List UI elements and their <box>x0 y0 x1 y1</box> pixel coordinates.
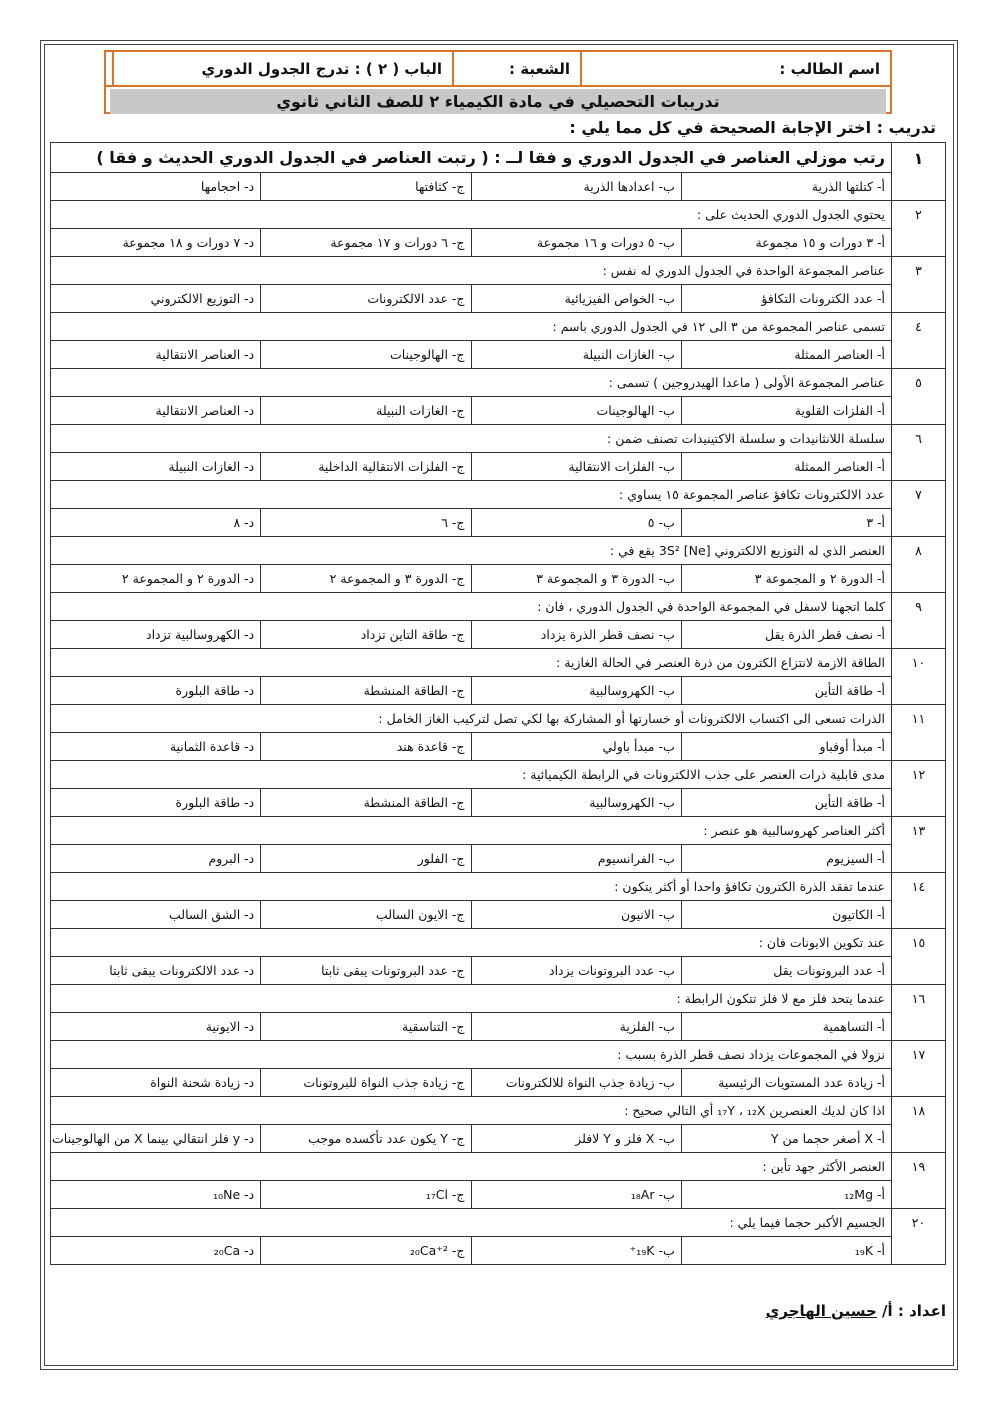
chapter-label: الباب ( ٢ ) : تدرج الجدول الدوري <box>201 59 442 78</box>
answer-option-b[interactable]: ب- زيادة جذب النواة للالكترونات <box>471 1069 681 1097</box>
question-stem-row <box>51 985 946 1013</box>
question-stem-row <box>51 425 946 453</box>
question-number: ٤ <box>892 313 946 369</box>
answer-option-b[interactable]: ب- مبدأ باولي <box>471 733 681 761</box>
answer-option-c[interactable]: ج- الفلزات الانتقالية الداخلية <box>261 453 471 481</box>
answer-option-c[interactable]: ج- عدد الالكترونات <box>261 285 471 313</box>
question-stem: نزولا في المجموعات يزداد نصف قطر الذرة بسبب : <box>51 1041 892 1069</box>
answer-option-b[interactable]: ب- الكهروسالبية <box>471 789 681 817</box>
question-number: ١٠ <box>892 649 946 705</box>
author-label: اعداد : أ/ <box>882 1302 946 1320</box>
answer-option-b[interactable]: ب- الكهروسالبية <box>471 677 681 705</box>
question-stem-row <box>51 705 946 733</box>
question-options-row <box>51 229 946 257</box>
answer-option-a[interactable]: أ- ₁₉K <box>681 1237 891 1265</box>
question-stem: عندما تفقد الذرة الكترون تكافؤ واحدا أو أكثر يتكون : <box>51 873 892 901</box>
instruction-text: تدريب : اختر الإجابة الصحيحة في كل مما يلي : <box>569 118 936 137</box>
question-stem: الذرات تسعى الى اكتساب الالكترونات أو خسارتها أو المشاركة بها لكي تصل لتركيب الغاز الخامل : <box>51 705 892 733</box>
answer-option-a[interactable]: أ- الفلزات القلوية <box>681 397 891 425</box>
question-options-row <box>51 397 946 425</box>
question-number: ١ <box>892 143 946 201</box>
question-stem-row <box>51 1153 946 1181</box>
question-number: ١٩ <box>892 1153 946 1209</box>
answer-option-c[interactable]: ج- قاعدة هند <box>261 733 471 761</box>
answer-option-b[interactable]: ب- الفلزية <box>471 1013 681 1041</box>
answer-option-a[interactable]: أ- مبدأ أوفباو <box>681 733 891 761</box>
section-field[interactable] <box>452 52 580 85</box>
question-stem: أكثر العناصر كهروسالبية هو عنصر : <box>51 817 892 845</box>
question-number: ١٢ <box>892 761 946 817</box>
answer-option-b[interactable]: ب- الهالوجينات <box>471 397 681 425</box>
question-stem: كلما اتجهنا لاسفل في المجموعة الواحدة في الجدول الدوري ، فان : <box>51 593 892 621</box>
question-number: ٨ <box>892 537 946 593</box>
answer-option-c[interactable]: ج- ٦ دورات و ١٧ مجموعة <box>261 229 471 257</box>
answer-option-a[interactable]: أ- زيادة عدد المستويات الرئيسية <box>681 1069 891 1097</box>
answer-option-d[interactable]: د- ٨ <box>51 509 261 537</box>
answer-option-b[interactable]: ب- الخواص الفيزيائية <box>471 285 681 313</box>
answer-option-d[interactable]: د- ₂₀Ca <box>51 1237 261 1265</box>
question-number: ١١ <box>892 705 946 761</box>
answer-option-d[interactable]: د- الايونية <box>51 1013 261 1041</box>
question-stem: عندما يتحد فلز مع لا فلز تتكون الرابطة : <box>51 985 892 1013</box>
student-name-label: اسم الطالب : <box>779 59 880 78</box>
answer-option-a[interactable]: أ- التساهمية <box>681 1013 891 1041</box>
answer-option-a[interactable]: أ- ٣ <box>681 509 891 537</box>
question-options-row <box>51 901 946 929</box>
answer-option-c[interactable]: ج- الايون السالب <box>261 901 471 929</box>
question-number: ١٧ <box>892 1041 946 1097</box>
question-stem-row <box>51 481 946 509</box>
answer-option-b[interactable]: ب- ₁₉K⁺ <box>471 1237 681 1265</box>
answer-option-a[interactable]: أ- طاقة التأين <box>681 677 891 705</box>
question-options-row <box>51 509 946 537</box>
question-stem: عند تكوين الايونات فان : <box>51 929 892 957</box>
question-stem-row <box>51 369 946 397</box>
answer-option-b[interactable]: ب- ٥ <box>471 509 681 537</box>
answer-option-a[interactable]: أ- طاقة التأين <box>681 789 891 817</box>
answer-option-d[interactable]: د- العناصر الانتقالية <box>51 341 261 369</box>
answer-option-a[interactable]: أ- ₁₂Mg <box>681 1181 891 1209</box>
answer-option-d[interactable]: د- زيادة شحنة النواة <box>51 1069 261 1097</box>
question-options-row <box>51 733 946 761</box>
question-number: ٥ <box>892 369 946 425</box>
question-stem-row <box>51 649 946 677</box>
chapter-title <box>112 52 452 85</box>
question-number: ١٣ <box>892 817 946 873</box>
question-options-row <box>51 845 946 873</box>
question-options-row <box>51 789 946 817</box>
answer-option-d[interactable]: د- y فلز انتقالي بينما X من الهالوجينات <box>51 1125 261 1153</box>
question-number: ٣ <box>892 257 946 313</box>
question-stem-row <box>51 257 946 285</box>
question-stem: العنصر الذي له التوزيع الالكتروني [Ne] 3S² يقع في : <box>51 537 892 565</box>
worksheet-header <box>104 50 892 114</box>
student-name-field[interactable] <box>580 52 890 85</box>
question-options-row <box>51 341 946 369</box>
answer-option-a[interactable]: أ- ٣ دورات و ١٥ مجموعة <box>681 229 891 257</box>
answer-option-c[interactable]: ج- التناسقية <box>261 1013 471 1041</box>
answer-option-c[interactable]: ج- عدد البروتونات يبقى ثابتا <box>261 957 471 985</box>
question-stem-row <box>51 1209 946 1237</box>
question-options-row <box>51 1237 946 1265</box>
answer-option-c[interactable]: ج- الطاقة المنشطة <box>261 789 471 817</box>
answer-option-d[interactable]: د- البروم <box>51 845 261 873</box>
answer-option-a[interactable]: أ- كتلتها الذرية <box>681 173 891 201</box>
question-number: ١٤ <box>892 873 946 929</box>
question-stem: عناصر المجموعة الواحدة في الجدول الدوري له نفس : <box>51 257 892 285</box>
answer-option-d[interactable]: د- طاقة البلورة <box>51 677 261 705</box>
question-options-row <box>51 453 946 481</box>
answer-option-b[interactable]: ب- اعدادها الذرية <box>471 173 681 201</box>
question-stem: الجسيم الأكبر حجما فيما يلي : <box>51 1209 892 1237</box>
header-info-row <box>106 52 890 87</box>
author-name: حسين الهاجري <box>765 1302 877 1320</box>
answer-option-b[interactable]: ب- ٥ دورات و ١٦ مجموعة <box>471 229 681 257</box>
answer-option-c[interactable]: ج- الفلور <box>261 845 471 873</box>
answer-option-b[interactable]: ب- الغازات النبيلة <box>471 341 681 369</box>
answer-option-c[interactable]: ج- ₂₀Ca⁺² <box>261 1237 471 1265</box>
question-stem: عدد الالكترونات تكافؤ عناصر المجموعة ١٥ يساوي : <box>51 481 892 509</box>
answer-option-d[interactable]: د- احجامها <box>51 173 261 201</box>
question-stem: اذا كان لديك العنصرين ₁₇Y ، ₁₂X أي التالي صحيح : <box>51 1097 892 1125</box>
question-stem: تسمى عناصر المجموعة من ٣ الى ١٢ في الجدول الدوري باسم : <box>51 313 892 341</box>
answer-option-d[interactable]: د- العناصر الانتقالية <box>51 397 261 425</box>
question-options-row <box>51 173 946 201</box>
answer-option-c[interactable]: ج- الهالوجينات <box>261 341 471 369</box>
answer-option-d[interactable]: د- الدورة ٢ و المجموعة ٢ <box>51 565 261 593</box>
question-options-row <box>51 1181 946 1209</box>
author-credit <box>766 1302 946 1320</box>
answer-option-d[interactable]: د- طاقة البلورة <box>51 789 261 817</box>
question-stem: الطاقة الازمة لانتزاع الكترون من ذرة العنصر في الحالة الغازية : <box>51 649 892 677</box>
question-number: ٦ <box>892 425 946 481</box>
question-stem-row <box>51 817 946 845</box>
question-stem-row <box>51 201 946 229</box>
answer-option-c[interactable]: ج- الغازات النبيلة <box>261 397 471 425</box>
question-stem-row <box>51 761 946 789</box>
answer-option-c[interactable]: ج- زيادة جذب النواة للبروتونات <box>261 1069 471 1097</box>
question-options-row <box>51 677 946 705</box>
answer-option-d[interactable]: د- قاعدة الثمانية <box>51 733 261 761</box>
question-number: ١٥ <box>892 929 946 985</box>
answer-option-d[interactable]: د- الغازات النبيلة <box>51 453 261 481</box>
answer-option-b[interactable]: ب- الفرانسيوم <box>471 845 681 873</box>
answer-option-d[interactable]: د- ٧ دورات و ١٨ مجموعة <box>51 229 261 257</box>
question-stem-row <box>51 593 946 621</box>
answer-option-a[interactable]: أ- نصف قطر الذرة يقل <box>681 621 891 649</box>
question-stem: سلسلة اللانثانيدات و سلسلة الاكتينيدات تصنف ضمن : <box>51 425 892 453</box>
answer-option-a[interactable]: أ- X أصغر حجما من Y <box>681 1125 891 1153</box>
answer-option-d[interactable]: د- التوزيع الالكتروني <box>51 285 261 313</box>
question-stem-row <box>51 313 946 341</box>
question-stem-row <box>51 537 946 565</box>
question-number: ٩ <box>892 593 946 649</box>
question-options-row <box>51 1013 946 1041</box>
answer-option-b[interactable]: ب- عدد البروتونات يزداد <box>471 957 681 985</box>
answer-option-c[interactable]: ج- Y يكون عدد تأكسده موجب <box>261 1125 471 1153</box>
answer-option-c[interactable]: ج- الدورة ٣ و المجموعة ٢ <box>261 565 471 593</box>
question-stem-row <box>51 143 946 173</box>
answer-option-a[interactable]: أ- عدد الكترونات التكافؤ <box>681 285 891 313</box>
question-stem: عناصر المجموعة الأولى ( ماعدا الهيدروجين ) تسمى : <box>51 369 892 397</box>
question-options-row <box>51 1125 946 1153</box>
question-stem-row <box>51 929 946 957</box>
answer-option-c[interactable]: ج- ₁₇Cl <box>261 1181 471 1209</box>
answer-option-a[interactable]: أ- العناصر الممثلة <box>681 453 891 481</box>
questions-table <box>50 142 946 1265</box>
answer-option-c[interactable]: ج- ٦ <box>261 509 471 537</box>
question-options-row <box>51 1069 946 1097</box>
question-options-row <box>51 957 946 985</box>
answer-option-b[interactable]: ب- ₁₈Ar <box>471 1181 681 1209</box>
answer-option-a[interactable]: أ- الكاتيون <box>681 901 891 929</box>
question-stem-row <box>51 1041 946 1069</box>
answer-option-b[interactable]: ب- الفلزات الانتقالية <box>471 453 681 481</box>
question-options-row <box>51 621 946 649</box>
question-stem: رتب موزلي العناصر في الجدول الدوري و فقا لــ : ( رتبت العناصر في الجدول الدوري الحديث و فقا ) <box>51 143 892 173</box>
answer-option-c[interactable]: ج- الطاقة المنشطة <box>261 677 471 705</box>
question-stem-row <box>51 873 946 901</box>
answer-option-b[interactable]: ب- الانيون <box>471 901 681 929</box>
question-stem-row <box>51 1097 946 1125</box>
question-number: ٢٠ <box>892 1209 946 1265</box>
question-stem: مدى قابلية ذرات العنصر على جذب الالكترونات في الرابطة الكيميائية : <box>51 761 892 789</box>
answer-option-b[interactable]: ب- X فلز و Y لافلز <box>471 1125 681 1153</box>
answer-option-a[interactable]: أ- العناصر الممثلة <box>681 341 891 369</box>
answer-option-d[interactable]: د- ₁₀Ne <box>51 1181 261 1209</box>
answer-option-b[interactable]: ب- الدورة ٣ و المجموعة ٣ <box>471 565 681 593</box>
answer-option-a[interactable]: أ- عدد البروتونات يقل <box>681 957 891 985</box>
answer-option-d[interactable]: د- عدد الالكترونات يبقى ثابتا <box>51 957 261 985</box>
section-label: الشعبة : <box>509 59 570 78</box>
question-number: ١٨ <box>892 1097 946 1153</box>
question-options-row <box>51 285 946 313</box>
question-stem: العنصر الأكثر جهد تأين : <box>51 1153 892 1181</box>
answer-option-d[interactable]: د- الشق السالب <box>51 901 261 929</box>
question-number: ٢ <box>892 201 946 257</box>
question-number: ١٦ <box>892 985 946 1041</box>
question-stem: يحتوي الجدول الدوري الحديث على : <box>51 201 892 229</box>
answer-option-c[interactable]: ج- طاقة التاين تزداد <box>261 621 471 649</box>
worksheet-title: تدريبات التحصيلي في مادة الكيمياء ٢ للصف الثاني ثانوي <box>110 89 886 114</box>
answer-option-b[interactable]: ب- نصف قطر الذرة يزداد <box>471 621 681 649</box>
question-options-row <box>51 565 946 593</box>
answer-option-a[interactable]: أ- السيزيوم <box>681 845 891 873</box>
answer-option-c[interactable]: ج- كثافتها <box>261 173 471 201</box>
question-number: ٧ <box>892 481 946 537</box>
answer-option-a[interactable]: أ- الدورة ٢ و المجموعة ٣ <box>681 565 891 593</box>
answer-option-d[interactable]: د- الكهروسالبية تزداد <box>51 621 261 649</box>
